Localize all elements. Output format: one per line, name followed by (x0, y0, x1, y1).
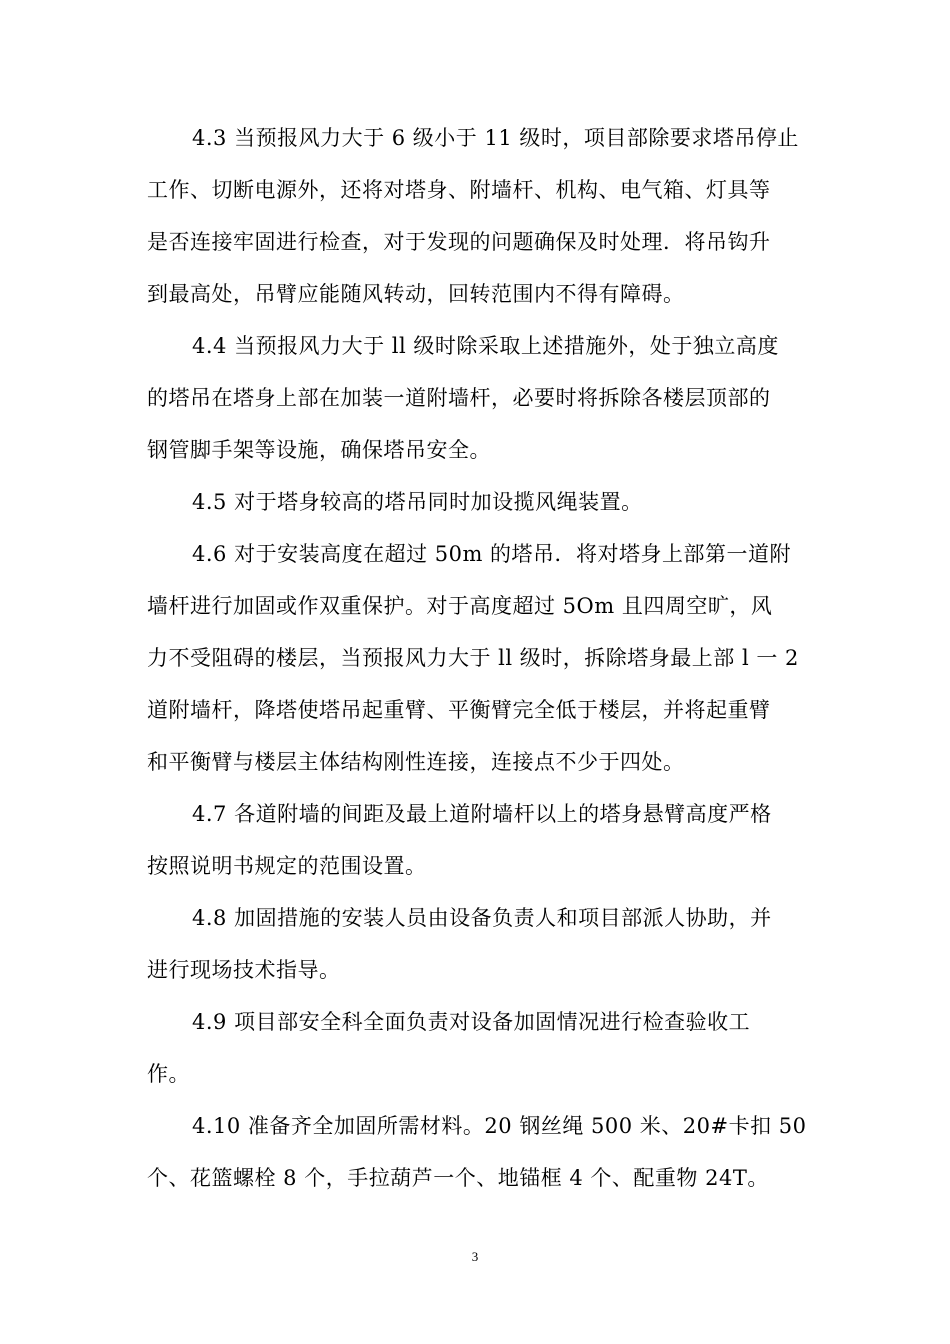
paragraph-4-3-line-1: 4.3 当预报风力大于 6 级小于 11 级时，项目部除要求塔吊停止 (192, 126, 799, 150)
paragraph-4-10-line-2: 个、花篮螺栓 8 个，手拉葫芦一个、地锚框 4 个、配重物 24T。 (147, 1166, 769, 1190)
paragraph-4-3-line-3: 是否连接牢固进行检查，对于发现的问题确保及时处理．将吊钩升 (147, 230, 771, 254)
paragraph-4-6-line-5: 和平衡臂与楼层主体结构刚性连接，连接点不少于四处。 (147, 750, 685, 774)
paragraph-4-8-line-1: 4.8 加固措施的安装人员由设备负责人和项目部派人协助，并 (192, 906, 772, 930)
paragraph-4-7-line-1: 4.7 各道附墙的间距及最上道附墙杆以上的塔身悬臂高度严格 (192, 802, 772, 826)
paragraph-4-10-line-1: 4.10 准备齐全加固所需材料。20 钢丝绳 500 米、20#卡扣 50 (192, 1114, 807, 1138)
paragraph-4-4-line-2: 的塔吊在塔身上部在加装一道附墙杆，必要时将拆除各楼层顶部的 (147, 386, 771, 410)
paragraph-4-9-line-1: 4.9 项目部安全科全面负责对设备加固情况进行检查验收工 (192, 1010, 751, 1034)
page-number: 3 (471, 1249, 479, 1264)
paragraph-4-6-line-1: 4.6 对于安装高度在超过 50m 的塔吊．将对塔身上部第一道附 (192, 542, 792, 566)
paragraph-4-9-line-2: 作。 (147, 1062, 190, 1086)
paragraph-4-4-line-3: 钢管脚手架等设施，确保塔吊安全。 (147, 438, 491, 462)
paragraph-4-8-line-2: 进行现场技术指导。 (147, 958, 341, 982)
paragraph-4-3-line-2: 工作、切断电源外，还将对塔身、附墙杆、机构、电气箱、灯具等 (147, 178, 771, 202)
paragraph-4-4-line-1: 4.4 当预报风力大于 ll 级时除采取上述措施外，处于独立高度 (192, 334, 779, 358)
paragraph-4-6-line-2: 墙杆进行加固或作双重保护。对于高度超过 5Om 且四周空旷，风 (147, 594, 773, 618)
paragraph-4-3-line-4: 到最高处，吊臂应能随风转动，回转范围内不得有障碍。 (147, 282, 685, 306)
paragraph-4-7-line-2: 按照说明书规定的范围设置。 (147, 854, 427, 878)
paragraph-4-6-line-3: 力不受阻碍的楼层，当预报风力大于 ll 级时，拆除塔身最上部 l 一 2 (147, 646, 799, 670)
paragraph-4-5-line-1: 4.5 对于塔身较高的塔吊同时加设揽风绳装置。 (192, 490, 643, 514)
paragraph-4-6-line-4: 道附墙杆，降塔使塔吊起重臂、平衡臂完全低于楼层，并将起重臂 (147, 698, 771, 722)
